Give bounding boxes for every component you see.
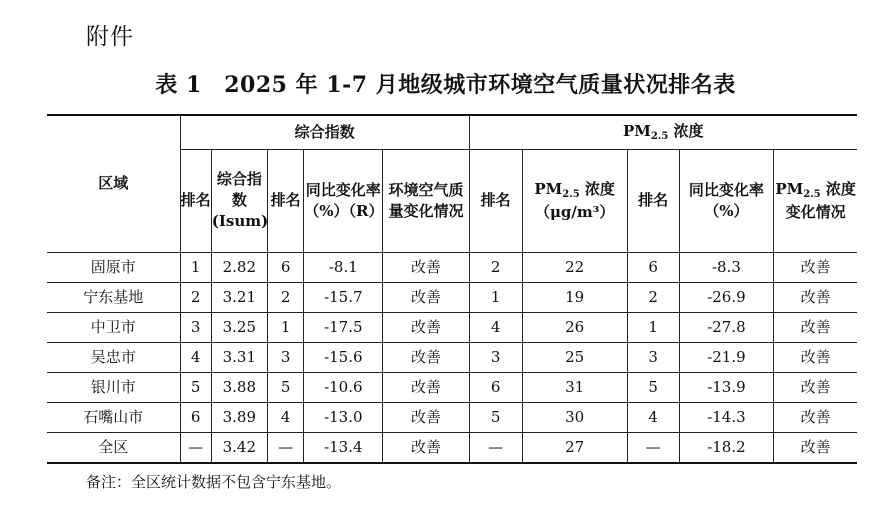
header-pm-concentration: $PM_{2.5}$ 浓度（μg/m³） — [522, 149, 627, 252]
table-row — [47, 402, 857, 432]
cell-yoy-index: -15.6 — [304, 342, 383, 372]
cell-pm-rank-change: 3 — [627, 342, 679, 372]
cell-region: 中卫市 — [47, 312, 180, 342]
table-row — [47, 312, 857, 342]
cell-pm-rank: 4 — [469, 312, 522, 342]
cell-yoy-pm: -14.3 — [679, 402, 774, 432]
cell-pm-concentration: 25 — [522, 342, 627, 372]
cell-pm-concentration: 22 — [522, 252, 627, 282]
cell-pm-change: 改善 — [774, 282, 857, 312]
header-region: 区域 — [47, 115, 180, 252]
cell-pm-concentration: 26 — [522, 312, 627, 342]
cell-rank-change: 4 — [267, 402, 303, 432]
cell-composite-index: 3.21 — [211, 282, 267, 312]
cell-pm-change: 改善 — [774, 432, 857, 463]
attachment-label: 附件 — [86, 24, 134, 50]
cell-pm-rank: 6 — [469, 372, 522, 402]
cell-rank: 1 — [180, 252, 211, 282]
cell-composite-index: 3.31 — [211, 342, 267, 372]
header-rank-change: 排名 — [267, 149, 303, 252]
cell-pm-rank-change: 1 — [627, 312, 679, 342]
cell-air-change: 改善 — [383, 312, 469, 342]
cell-air-change: 改善 — [383, 402, 469, 432]
ranking-table — [47, 114, 857, 464]
header-rank: 排名 — [180, 149, 211, 252]
cell-rank: 4 — [180, 342, 211, 372]
cell-rank: 6 — [180, 402, 211, 432]
cell-composite-index: 3.42 — [211, 432, 267, 463]
cell-rank: 3 — [180, 312, 211, 342]
cell-yoy-pm: -21.9 — [679, 342, 774, 372]
cell-yoy-index: -8.1 — [304, 252, 383, 282]
header-group-composite: 综合指数 — [180, 115, 469, 149]
cell-pm-rank-change: — — [627, 432, 679, 463]
cell-rank-change: 5 — [267, 372, 303, 402]
cell-region: 全区 — [47, 432, 180, 463]
cell-pm-rank-change: 6 — [627, 252, 679, 282]
cell-pm-rank: 2 — [469, 252, 522, 282]
cell-pm-rank-change: 4 — [627, 402, 679, 432]
cell-yoy-index: -15.7 — [304, 282, 383, 312]
header-composite-index: 综合指数(Isum) — [211, 149, 267, 252]
cell-yoy-index: -13.4 — [304, 432, 383, 463]
header-yoy-index: 同比变化率（%）（R） — [304, 149, 383, 252]
cell-yoy-pm: -8.3 — [679, 252, 774, 282]
cell-composite-index: 3.25 — [211, 312, 267, 342]
cell-yoy-pm: -13.9 — [679, 372, 774, 402]
cell-rank: 2 — [180, 282, 211, 312]
cell-pm-concentration: 30 — [522, 402, 627, 432]
header-yoy-pm: 同比变化率（%） — [679, 149, 774, 252]
cell-rank: — — [180, 432, 211, 463]
cell-composite-index: 2.82 — [211, 252, 267, 282]
header-group-pm25: $PM_{2.5}$ 浓度 — [469, 115, 857, 149]
cell-pm-change: 改善 — [774, 312, 857, 342]
cell-pm-rank: 3 — [469, 342, 522, 372]
cell-rank-change: 3 — [267, 342, 303, 372]
cell-rank-change: — — [267, 432, 303, 463]
cell-rank-change: 6 — [267, 252, 303, 282]
cell-yoy-pm: -26.9 — [679, 282, 774, 312]
cell-rank-change: 1 — [267, 312, 303, 342]
cell-pm-change: 改善 — [774, 342, 857, 372]
table-row — [47, 282, 857, 312]
cell-yoy-index: -10.6 — [304, 372, 383, 402]
footnote: 备注：全区统计数据不包含宁东基地。 — [86, 473, 342, 491]
cell-pm-rank: — — [469, 432, 522, 463]
header-pm-change: $PM_{2.5}$ 浓度变化情况 — [774, 149, 857, 252]
cell-rank-change: 2 — [267, 282, 303, 312]
cell-pm-rank-change: 2 — [627, 282, 679, 312]
cell-pm-change: 改善 — [774, 252, 857, 282]
cell-rank: 5 — [180, 372, 211, 402]
cell-yoy-pm: -27.8 — [679, 312, 774, 342]
cell-pm-concentration: 19 — [522, 282, 627, 312]
cell-air-change: 改善 — [383, 342, 469, 372]
header-air-quality-change: 环境空气质量变化情况 — [383, 149, 469, 252]
table-row — [47, 372, 857, 402]
cell-air-change: 改善 — [383, 282, 469, 312]
cell-air-change: 改善 — [383, 432, 469, 463]
cell-region: 固原市 — [47, 252, 180, 282]
cell-pm-rank: 1 — [469, 282, 522, 312]
cell-air-change: 改善 — [383, 372, 469, 402]
header-pm-rank: 排名 — [469, 149, 522, 252]
table-title: 表 1 2025 年 1-7 月地级城市环境空气质量状况排名表 — [155, 72, 736, 98]
cell-pm-rank-change: 5 — [627, 372, 679, 402]
cell-pm-change: 改善 — [774, 372, 857, 402]
cell-yoy-index: -17.5 — [304, 312, 383, 342]
table-row — [47, 252, 857, 282]
cell-pm-concentration: 27 — [522, 432, 627, 463]
cell-region: 宁东基地 — [47, 282, 180, 312]
cell-composite-index: 3.89 — [211, 402, 267, 432]
table-row — [47, 432, 857, 463]
table-row — [47, 342, 857, 372]
cell-air-change: 改善 — [383, 252, 469, 282]
cell-pm-concentration: 31 — [522, 372, 627, 402]
cell-yoy-pm: -18.2 — [679, 432, 774, 463]
cell-region: 吴忠市 — [47, 342, 180, 372]
cell-pm-change: 改善 — [774, 402, 857, 432]
cell-pm-rank: 5 — [469, 402, 522, 432]
cell-region: 石嘴山市 — [47, 402, 180, 432]
cell-region: 银川市 — [47, 372, 180, 402]
cell-composite-index: 3.88 — [211, 372, 267, 402]
header-pm-rank-change: 排名 — [627, 149, 679, 252]
cell-yoy-index: -13.0 — [304, 402, 383, 432]
